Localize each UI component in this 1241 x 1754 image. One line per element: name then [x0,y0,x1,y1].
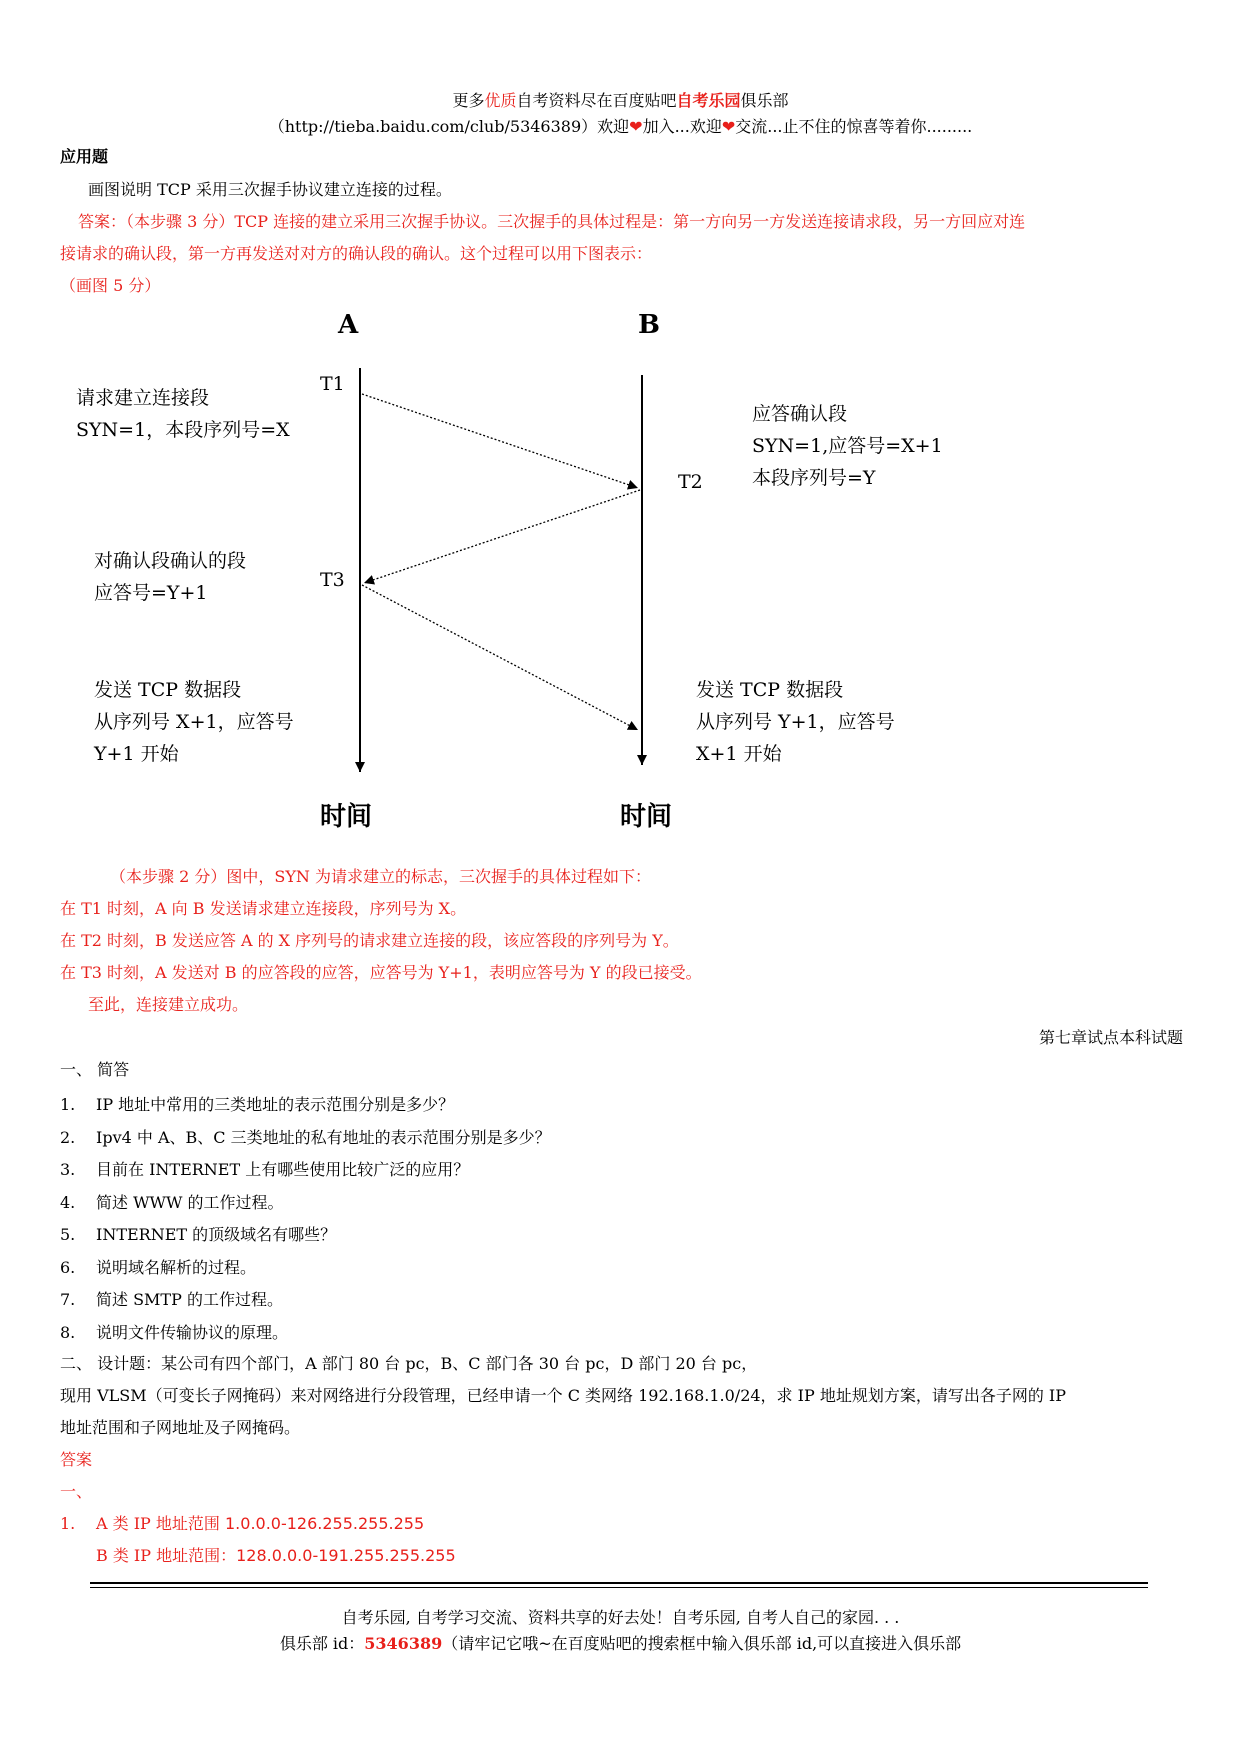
list-item [60,1219,551,1252]
list-number: 3. [60,1160,76,1179]
part2-line-3: 地址范围和子网地址及子网掩码。 [60,1418,301,1437]
footer-divider-bottom [90,1587,1148,1588]
t2-label: T2 [678,471,703,493]
chapter-title: 第七章试点本科试题 [1038,1028,1183,1047]
answer-q1-b [96,1543,456,1566]
explain-line: 在 T3 时刻，A 发送对 B 的应答段的应答，应答号为 Y+1，表明应答号为 Y 的段已接受。 [60,963,702,982]
footer-line-1: 自考乐园, 自考学习交流、资料共享的好去处！自考乐园, 自考人自己的家园. . . [341,1608,900,1627]
question-list [60,1089,551,1349]
list-text: 说明域名解析的过程。 [96,1257,257,1277]
footer-divider-top [90,1582,1148,1584]
time-axis-b-label: 时间 [620,802,673,832]
list-item [60,1122,551,1155]
question-text: 画图说明 TCP 采用三次握手协议建立连接的过程。 [88,180,452,199]
list-text: 简述 SMTP 的工作过程。 [96,1290,283,1309]
footer-text: （请牢记它哦~在百度贴吧的搜索框中输入俱乐部 id,可以直接进入俱乐部 [442,1634,962,1653]
answer-line-2: 接请求的确认段，第一方再发送对对方的确认段的确认。这个过程可以用下图表示： [60,244,653,263]
answer-line-1: 答案：（本步骤 3 分）TCP 连接的建立采用三次握手协议。三次握手的具体过程是：第一方向另一方发送连接请求段，另一方回应对连 [78,212,1026,231]
host-b-label: B [638,310,660,340]
send-a-text [94,674,294,770]
answer-line-3: （画图 5 分） [60,276,161,295]
time-axis-a-label: 时间 [320,802,373,832]
header-text: 更多 [452,91,485,110]
list-item [60,1252,551,1285]
list-item [60,1089,551,1122]
part2-line-2: 现用 VLSM（可变长子网掩码）来对网络进行分段管理，已经申请一个 C 类网络 192.168.1.0/24，求 IP 地址规划方案，请写出各子网的 IP [60,1386,1066,1405]
list-text: Ipv4 中 A、B、C 三类地址的私有地址的表示范围分别是多少？ [96,1127,551,1147]
ack-line: 应答号=Y+1 [94,582,208,604]
send-b-line: 发送 TCP 数据段 [696,679,844,701]
explain-line: 至此，连接建立成功。 [88,995,249,1014]
send-a-line: Y+1 开始 [94,743,179,765]
part2-line-1: 二、 设计题：某公司有四个部门，A 部门 80 台 pc，B、C 部门各 30 台 pc，D 部门 20 台 pc， [60,1354,758,1373]
send-b-line: X+1 开始 [696,743,782,765]
heart-icon: ❤ [629,117,643,136]
response-line: SYN=1,应答号=X+1 [752,435,943,457]
header-text: 交流...止不住的惊喜等着你......... [735,117,973,136]
ack-segment-text [94,545,246,609]
list-number: 2. [60,1127,76,1147]
list-text: 说明文件传输协议的原理。 [96,1322,289,1342]
explain-line: （本步骤 2 分）图中，SYN 为请求建立的标志，三次握手的具体过程如下： [110,867,651,886]
list-text: 简述 WWW 的工作过程。 [96,1192,284,1212]
header-text: 俱乐部 [740,91,789,110]
list-item [60,1187,551,1220]
response-line: 本段序列号=Y [752,467,876,489]
answer-label: 答案 [60,1450,93,1469]
answer-range: 1.0.0.0-126.255.255.255 [225,1514,425,1533]
list-text: INTERNET 的顶级域名有哪些？ [96,1225,337,1244]
list-text: 目前在 INTERNET 上有哪些使用比较广泛的应用？ [96,1160,470,1179]
header-text: 加入...欢迎 [642,117,722,136]
answer-text: A 类 IP 地址范围 [96,1514,225,1533]
list-number: 1. [60,1514,76,1533]
club-id: 5346389 [364,1634,443,1653]
send-b-text [696,674,895,770]
list-number: 7. [60,1290,76,1309]
syn-ack-arrow [364,490,640,583]
answer-text: B 类 IP 地址范围： [96,1546,237,1565]
send-a-line: 发送 TCP 数据段 [94,679,242,701]
list-number: 6. [60,1257,76,1277]
list-item [60,1284,551,1317]
send-a-line: 从序列号 X+1，应答号 [94,711,294,733]
section-title: 应用题 [60,147,109,166]
footer-text: 俱乐部 id： [279,1634,365,1653]
answer-range: 128.0.0.0-191.255.255.255 [236,1546,456,1565]
list-number: 8. [60,1322,76,1342]
request-segment-text [76,382,290,446]
send-b-line: 从序列号 Y+1，应答号 [696,711,895,733]
heart-icon: ❤ [721,117,736,136]
ack-line: 对确认段确认的段 [94,550,247,572]
header-url[interactable]: （http://tieba.baidu.com/club/5346389）欢迎 [268,117,630,136]
ack-arrow [362,585,638,730]
header-forum-name[interactable]: 自考乐园 [676,91,741,110]
request-line: SYN=1，本段序列号=X [76,419,290,441]
host-a-label: A [338,310,359,340]
explain-line: 在 T1 时刻，A 向 B 发送请求建立连接段，序列号为 X。 [60,899,467,918]
explain-line: 在 T2 时刻，B 发送应答 A 的 X 序列号的请求建立连接的段，该应答段的序列号为 Y。 [60,931,679,950]
header-text: 自考资料尽在百度贴吧 [516,91,677,110]
part1-title: 一、 简答 [60,1060,130,1079]
list-text: IP 地址中常用的三类地址的表示范围分别是多少？ [96,1095,455,1114]
list-number: 4. [60,1192,76,1212]
list-number: 5. [60,1225,76,1244]
header-highlight: 优质 [484,91,517,110]
footer-line-2 [0,1631,1241,1654]
list-number: 1. [60,1095,76,1114]
response-line: 应答确认段 [752,403,848,425]
request-line: 请求建立连接段 [76,387,210,409]
syn-arrow [362,394,638,488]
list-item [60,1317,551,1350]
t1-label: T1 [320,373,345,395]
list-item [60,1154,551,1187]
answer-part1: 一、 [60,1482,93,1501]
answer-q1-a [60,1511,424,1534]
t3-label: T3 [320,569,345,591]
response-segment-text [752,398,943,494]
